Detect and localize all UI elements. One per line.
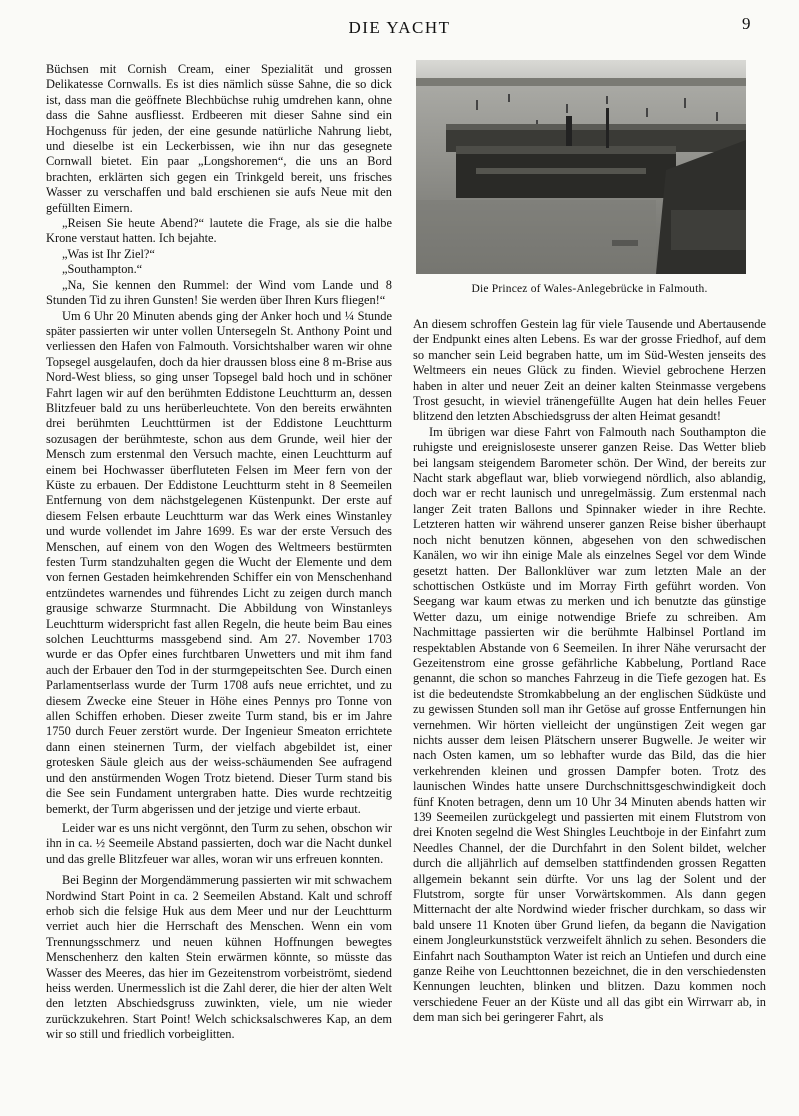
paragraph: „Reisen Sie heute Abend?“ lautete die Frage, als sie die halbe Krone verstaut hatten. Ich bejahte. — [46, 216, 392, 246]
figure-caption: Die Princez of Wales-Anlegebrücke in Falmouth. — [471, 283, 708, 295]
paragraph: „Was ist Ihr Ziel?“ — [62, 246, 155, 261]
paragraph: Um 6 Uhr 20 Minuten abends ging der Anker hoch und ¼ Stunde später passierten wir unter vollen Untersegeln St. Anthony Point und verliessen den Hafen von Falmouth. Vorsichtshalber waren wir ohne Topsegel ausgelaufen, doch da hier draussen bloss eine 8 m-Brise aus Nord-West bliess, so ging unser Topsegel bald hoch und in schöner Fahrt lagen wir auf den berühmten Eddistone Leuchtturm an, dessen Blitzfeuer bald zu uns herüberleuchtete. Von den bereits erwähnten drei berühmten Leuchttürmen ist der Eddistone Leuchtturm sozusagen der berühmteste, schon aus dem Grunde, weil hier der Mensch zum erstenmal den Versuch machte, einen Leuchtturm auf einem bei Hochwasser überfluteten Felsen im Meer fern von der Küste zu erbauen. Der Eddistone Leuchtturm steht in 8 Seemeilen Entfernung von dem nächstgelegenen Küstenpunkt. Der erste auf diesem Felsen erbaute Leuchtturm war das Werk eines Winstanley und wurde vollendet im Jahre 1699. Es war der erste Versuch des Menschen, auf einem von den Wogen des Weltmeers bestürmten festen Turm standzuhalten gegen die Wucht der Elemente und dem von fernen Gestaden heimkehrenden Schiffer ein von Menschenhand entzündetes warnendes und führendes Licht zu zeigen durch manch grausige schwarze Sturmnacht. Die Abbildung von Winstanleys Leuchtturm widerspricht fast allen Regeln, die heute beim Bau eines solchen Leuchtturms massgebend sind. Am 27. November 1703 wurde er das Opfer eines furchtbaren Unwetters und mit ihm fand auch der Erbauer den Tod in der sturmgepeitschten See. Durch einen Parlamentserlass wurde der Turm 1708 aufs neue errichtet, und zu diesem Zwecke eine Steuer in Höhe eines Pennys pro Tonne von allen Schiffen erhoben. Dieser zweite Turm stand, bis er im Jahre 1750 durch Feuer zerstört wurde. Der Ingenieur Smeaton errichtete dann einen steinernen Turm, der vielfach abgebildet ist, einer grotesken Säule gleich aus der weiss-schäumenden See aufragend und den anstürmenden Wogen Trotz bietend. Dieser Turm stand bis die See sein Fundament untergraben hatte. Dies wurde rechtzeitig bemerkt, der Turm abgerissen und der jetzige und vierte erbaut. — [46, 308, 392, 816]
paragraph: Leider war es uns nicht vergönnt, den Turm zu sehen, obschon wir ihn in ca. ½ Seemeile Abstand passierten, doch war die Nacht dunkel und das grelle Blitzfeuer war alles, woran wir uns erfreuen konnten. — [46, 820, 392, 866]
paragraph: Bei Beginn der Morgendämmerung passierten wir mit schwachem Nordwind Start Point in ca. 2 Seemeilen Abstand. Kalt und schroff erhob sich die felsige Huk aus dem Meer und nur der Leuchtturm verriet auch hier die Herrschaft des Menschen. Wenn ein vom Trennungsschmerz und neuen kühnen Hoffnungen bewegtes Menschenherz den kalten Stein erwärmen könnte, so müsste das Wasser des Meeres, das hier im Gezeitenstrom vorbeiströmt, siedend heiss werden. Unermesslich ist die Zahl derer, die hier der alten Welt den letzten Abschiedsgruss zuwinkten, viele, um nie wieder zurückzukehren. Start Point! Welch schicksalschweres Kap, an dem wir so still und friedlich vorbeiglitten. — [46, 873, 392, 1042]
photo-illustration — [416, 60, 746, 274]
paragraph: An diesem schroffen Gestein lag für viele Tausende und Abertausende der Endpunkt eines alten Lebens. Es war der grosse Friedhof, auf dem so mancher sein Leid begraben hatte, um im Süd-Westen jenseits des Weltmeers ein neues Glück zu finden. Wieviel gebrochene Herzen haben in alter und neuer Zeit an deiner kalten Steinmasse vergebens Trost gesucht, in wieviel tränengefüllte Augen hat dein helles Feuer blitzend den letzten Abschiedsgruss der alten Heimat gesandt! — [413, 317, 766, 424]
left-text-column — [46, 62, 392, 1043]
paragraph: „Na, Sie kennen den Rummel: der Wind vom Lande und 8 Stunden Tid zu ihren Gunsten! Sie werden über Ihren Kurs fliegen!“ — [46, 277, 392, 308]
paragraph: Im übrigen war diese Fahrt von Falmouth nach Southampton die ruhigste und ereignisloseste unserer ganzen Reise. Das Wetter blieb bei langsam steigendem Barometer schön. Der Wind, der bereits zur Nacht stark abgeflaut war, blieb vorwiegend nördlich, also ablandig, doch war er recht launisch und unregelmässig. Zum erstenmal nach langer Zeit traten Ballons und Spinnaker wieder in ihre Rechte. Letzteren hatten wir während unserer ganzen Reise bisher überhaupt noch nicht benutzen können, abgesehen von den schwedischen Kanälen, wo wir ihn einige Male als einzelnes Segel vor dem Winde gesetzt hatten. Der Ballonklüver war zum letzten Male an der schottischen Ostküste und im Morray Firth geführt worden. Von Seegang war kaum etwas zu merken und ich benutzte das günstige Wetter dazu, um einige notwendige Briefe zu schreiben. Am Nachmittage passierten wir die berühmte Halbinsel Portland im respektablen Abstande von 6 Seemeilen. In ihrer Nähe verursacht der Gezeitenstrom eine grosse gefährliche Kabbelung, Portland Race genannt, die schon so manches Fahrzeug in die Tiefe gezogen hat. Es ist die bedeutendste Stromkabbelung an der englischen Südküste und zu gewissen Stunden soll man ihr Getöse auf grosse Entfernungen hin vernehmen. Wir hörten vielleicht der ungünstigen Zeit wegen gar nichts ausser dem leisen Plätschern unserer Bugwelle. Je weiter wir nach Osten kamen, um so lebhafter wurde das Bild, das die hier verkehrenden kleinen und grossen Dampfer boten. Trotz des launischen Windes hatte unsere Durchschnittsgeschwindigkeit doch fünf Knoten betragen, denn um 10 Uhr 34 Minuten abends hatten wir 139 Seemeilen zurückgelegt und passierten mit einem Flutstrom von drei Knoten segelnd die West Shingles Leuchtboje in der Einfahrt zum Needles Channel, der die Durchfahrt in den Solent bildet, welcher durch die alljährlich auf demselben stattfindenden grossen Regatten allgemein bekannt sein dürfte. Vor uns lag der Solent und der Flutstrom, sorgte für unser Vorwärtskommen. Als dann gegen Mitternacht der alte Nordwind wieder frischer durchkam, so dass wir bald unsere 11 Knoten über Grund liefen, da begann die Navigation einem Jongleurkunststück verzweifelt ähnlich zu sehen. Besonders die Einfahrt nach Southampton Water ist reich an Untiefen und durch eine ganze Reihe von Leuchttonnen bezeichnet, die in den verschiedensten Kennungen leuchten, blinken und blitzen. Dazu kommen noch verschiedene Feuer an der Küste und all das gibt ein Wirrwarr ab, in dem man sich bei geringerer Fahrt, als — [413, 424, 766, 1025]
paragraph: Büchsen mit Cornish Cream, einer Spezialität und grossen Delikatesse Cornwalls. Es ist dies nämlich süsse Sahne, die so dick ist, dass man die geöffnete Blechbüchse ruhig umdrehen kann, ohne dass die Sahne ausfliesst. Erdbeeren mit dieser Sahne sind ein Hochgenuss für jeden, der eine gesunde natürliche Nahrung liebt, und dieselbe ist ein Leckerbissen, wie ihn nur das gesegnete Cornwall bietet. Ein paar „Longshoremen“, die uns an Bord brachten, erklärten sich gegen ein Trinkgeld bereit, uns frisches Wasser zu verschaffen und bald erschienen sie aufs Neue mit den gefüllten Eimern. — [46, 62, 392, 215]
right-text-column — [413, 317, 766, 1026]
paragraph: „Southampton.“ — [62, 262, 143, 277]
journal-title: DIE YACHT — [348, 18, 451, 37]
page-number: 9 — [742, 14, 751, 33]
pier-photograph — [416, 60, 746, 274]
page-header — [0, 14, 799, 40]
